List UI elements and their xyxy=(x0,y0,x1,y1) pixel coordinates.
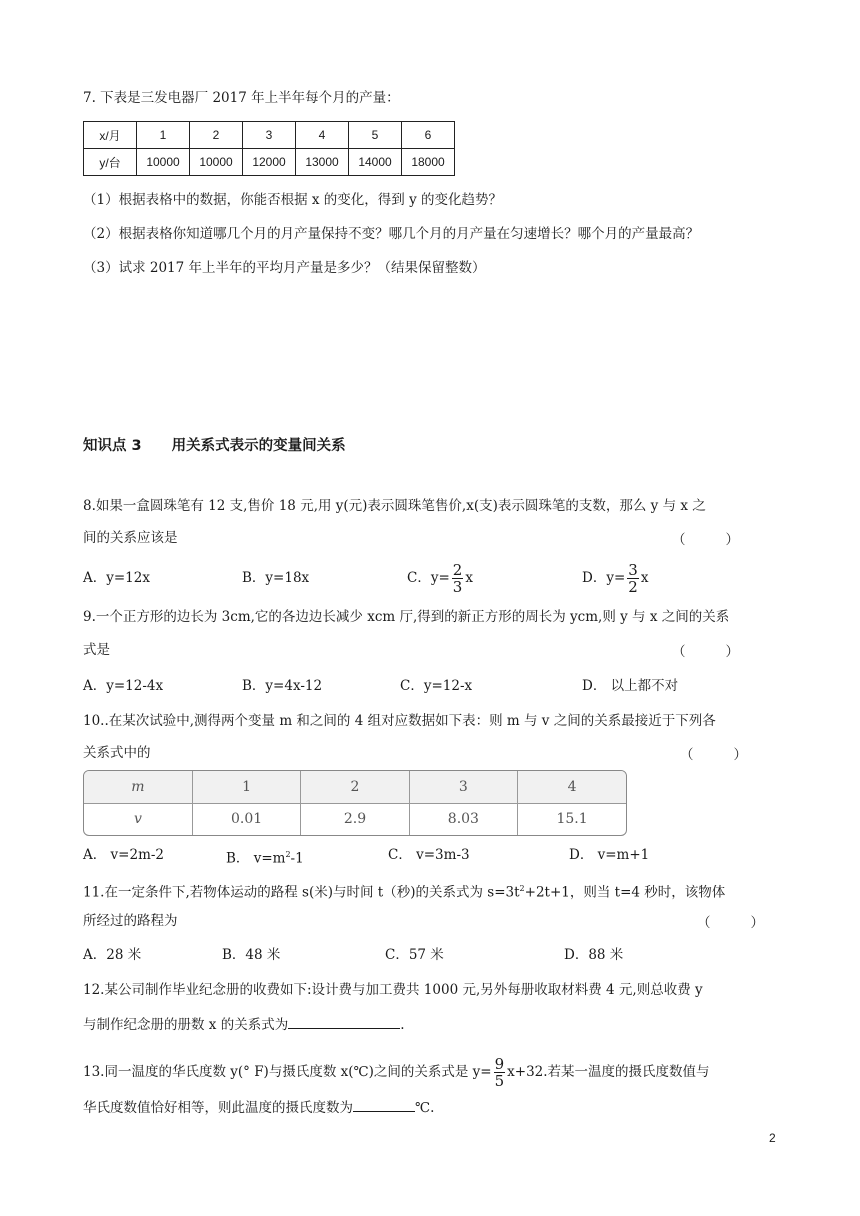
page-number: 2 xyxy=(769,1131,776,1145)
q13-line1: 13.同一温度的华氏度数 y(° F)与摄氏度数 x(℃)之间的关系式是 y= $\frac{9}{5}$ x+32.若某一温度的摄氏度数值与 xyxy=(83,1055,710,1090)
q12-line1: 12.某公司制作毕业纪念册的收费如下:设计费与加工费共 1000 元,另外每册收取材料费 4 元,则总收费 y xyxy=(83,982,703,998)
section-title: 用关系式表示的变量间关系 xyxy=(171,438,346,454)
q9-option-c: C．y=12-x xyxy=(400,678,473,694)
q8-line1: 8.如果一盒圆珠笔有 12 支,售价 18 元,用 y(元)表示圆珠笔售价,x(支)表示圆珠笔的支数，那么 y 与 x 之 xyxy=(83,498,706,514)
table-cell: 12000 xyxy=(243,149,296,176)
table-cell: 1 xyxy=(137,122,190,149)
q7-stem: 7. 下表是三发电器厂 2017 年上半年每个月的产量： xyxy=(83,90,400,106)
q8-option-a: A．y=12x xyxy=(83,570,150,586)
table-cell: 18000 xyxy=(402,149,455,176)
answer-paren: （ ） xyxy=(672,532,739,548)
table-row xyxy=(84,149,455,176)
q7-sub2: （2）根据表格你知道哪几个月的月产量保持不变？哪几个月的月产量在匀速增长？哪个月的产量最高？ xyxy=(83,226,700,242)
table-cell: m xyxy=(84,771,192,803)
table-cell: 1 xyxy=(192,771,300,803)
table-cell: x/月 xyxy=(84,122,137,149)
table-cell: 13000 xyxy=(296,149,349,176)
q9-option-d: D． 以上都不对 xyxy=(582,678,679,694)
table-row xyxy=(84,771,626,803)
answer-paren: （ ） xyxy=(672,644,739,660)
table-cell: 3 xyxy=(409,771,517,803)
q10-line2: 关系式中的 xyxy=(83,745,151,761)
table-cell: 2 xyxy=(190,122,243,149)
q10-data-table xyxy=(83,770,627,836)
q11-line1: 11.在一定条件下,若物体运动的路程 s(米)与时间 t（秒)的关系式为 $s=3t^2+2t+1$，则当 t=4 秒时，该物体 xyxy=(83,884,726,901)
q11-option-a: A．28 米 xyxy=(83,947,142,963)
table-cell: 14000 xyxy=(349,149,402,176)
q13-line2: 华氏度数值恰好相等，则此温度的摄氏度数为 ℃. xyxy=(83,1097,434,1118)
q11-option-d: D．88 米 xyxy=(564,947,624,963)
table-cell: v xyxy=(84,803,192,835)
table-cell: 2.9 xyxy=(301,803,409,835)
q7-data-table xyxy=(83,121,455,176)
table-cell: 4 xyxy=(518,771,626,803)
q8-option-d: D．y= $\frac{3}{2}$ x xyxy=(582,561,649,596)
q10-option-a: A． v=2m-2 xyxy=(83,847,165,863)
table-cell: 0.01 xyxy=(192,803,300,835)
table-cell: 3 xyxy=(243,122,296,149)
table-cell: 8.03 xyxy=(409,803,517,835)
table-cell: 2 xyxy=(301,771,409,803)
section-label: 知识点 3 xyxy=(83,438,142,454)
table-cell: y/台 xyxy=(84,149,137,176)
q10-option-b: B． $v=m^2-1$ xyxy=(226,850,304,867)
fraction: $\frac{2}{3}$ xyxy=(452,561,463,596)
q7-sub1: （1）根据表格中的数据，你能否根据 x 的变化，得到 y 的变化趋势？ xyxy=(83,192,502,208)
q11-line2: 所经过的路程为 xyxy=(83,913,178,929)
q9-option-b: B．y=4x-12 xyxy=(242,678,323,694)
table-cell: 15.1 xyxy=(518,803,626,835)
table-cell: 10000 xyxy=(190,149,243,176)
q11-option-b: B．48 米 xyxy=(222,947,281,963)
q8-option-c: C．y= $\frac{2}{3}$ x xyxy=(407,561,473,596)
q10-option-d: D． v=m+1 xyxy=(569,847,650,863)
fraction: $\frac{3}{2}$ xyxy=(628,561,638,596)
q9-line2: 式是 xyxy=(83,642,110,658)
q9-option-a: A．y=12-4x xyxy=(83,678,164,694)
q12-line2: 与制作纪念册的册数 x 的关系式为 . xyxy=(83,1014,405,1035)
answer-blank[interactable] xyxy=(353,1097,415,1112)
q8-option-b: B．y=18x xyxy=(242,570,310,586)
q7-sub3: （3）试求 2017 年上半年的平均月产量是多少？（结果保留整数） xyxy=(83,260,486,276)
q10-option-c: C． v=3m-3 xyxy=(388,847,470,863)
answer-paren: （ ） xyxy=(697,915,764,931)
section-heading xyxy=(83,434,346,455)
table-cell: 4 xyxy=(296,122,349,149)
table-cell: 5 xyxy=(349,122,402,149)
answer-paren: （ ） xyxy=(680,747,747,763)
fraction: $\frac{9}{5}$ xyxy=(494,1055,505,1090)
table-row xyxy=(84,803,626,835)
q8-line2: 间的关系应该是 xyxy=(83,530,178,546)
q9-line1: 9.一个正方形的边长为 3cm,它的各边边长减少 xcm 厅,得到的新正方形的周长为 ycm,则 y 与 x 之间的关系 xyxy=(83,609,730,625)
table-cell: 10000 xyxy=(137,149,190,176)
table-row xyxy=(84,122,455,149)
table-cell: 6 xyxy=(402,122,455,149)
q11-option-c: C．57 米 xyxy=(385,947,444,963)
answer-blank[interactable] xyxy=(288,1014,400,1029)
q10-line1: 10..在某次试验中,测得两个变量 m 和之间的 4 组对应数据如下表：则 m 与 v 之间的关系最接近于下列各 xyxy=(83,713,716,729)
